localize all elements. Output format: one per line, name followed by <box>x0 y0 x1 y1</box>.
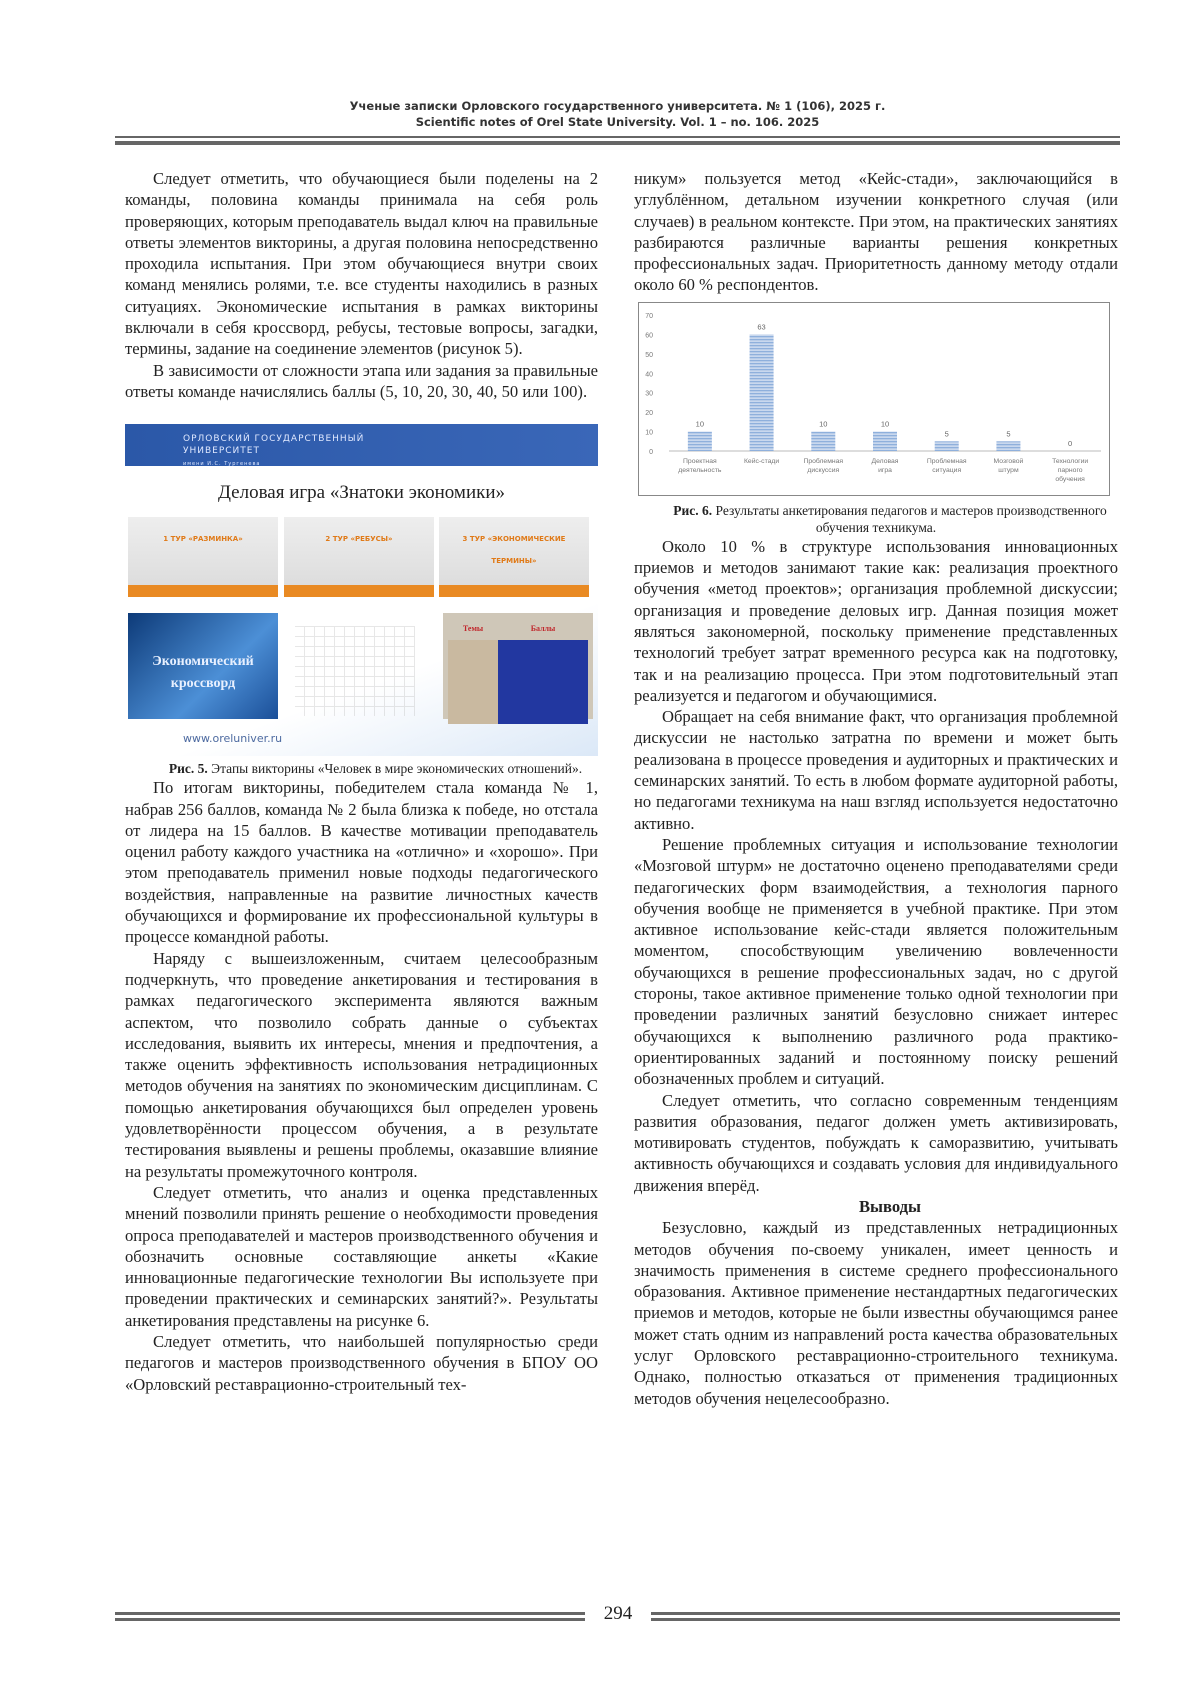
paragraph: По итогам викторины, победителем стала команда № 1, набрав 256 баллов, команда № 2 была близка к победе, но отстала от лидера на 15 баллов. В качестве мотивации преподаватель оценил работу каждого участника на «отлично» и «хорошо». При этом преподаватель применил новые подходы педагогического воздействия, направленные на развитие личностных качеств обучающихся и формирование их профессиональной культуры в процессе командной работы. <box>125 778 598 947</box>
bar <box>811 431 835 450</box>
figure-6-caption: Рис. 6. Результаты анкетирования педагогов и мастеров производственного обучения техникума. <box>673 502 1107 535</box>
table-head: Темы <box>462 624 484 634</box>
banner-text: ОРЛОВСКИЙ ГОСУДАРСТВЕННЫЙ <box>183 434 365 445</box>
section-heading: Выводы <box>858 1196 922 1216</box>
slide-title: 1 ТУР «РАЗМИНКА» <box>163 535 243 544</box>
footer-rule <box>115 1618 585 1621</box>
website-url: www.oreluniver.ru <box>183 732 283 746</box>
slide-title: 3 ТУР «ЭКОНОМИЧЕСКИЕ ТЕРМИНЫ» <box>462 535 566 565</box>
x-tick-label: обучения <box>1055 475 1085 483</box>
header-rule-thin <box>115 136 1120 138</box>
paragraph: Наряду с вышеизложенным, считаем целесообразным подчеркнуть, что проведение анкетирования и тестирования в рамках педагогического эксперимента являются важным аспектом, что позволило собрать данные о субъектах исследования, выявить их интересы, мнения и предпочтения, а также оценить эффективность использования нетрадиционных методов обучения на занятиях по экономическим дисциплинам. С помощью анкетирования обучающихся был определен уровень удовлетворённости процессом обучения, а в результате тестирования выявлены и решены проблемы, оказавшие влияние на результаты промежуточного контроля. <box>125 948 598 1181</box>
paragraph: Безусловно, каждый из представленных нетрадиционных методов обучения по-своему уникален, имеет ценность и значимость применения в системе среднего профессионального образования. Активное применение нестандартных педагогических приемов и методов, которые не были известны обучающимся ранее может стать одним из направлений роста качества образовательных услуг Орловского реставрационно-строительного техникума. Однако, полностью отказаться от применения традиционных методов обучения нецелесообразно. <box>634 1218 1118 1408</box>
x-tick-label: Проблемная <box>803 457 844 465</box>
data-label: 10 <box>695 419 705 429</box>
y-tick-label: 10 <box>645 429 653 437</box>
x-tick-label: Деловая <box>871 457 899 465</box>
x-tick-label: Проектная <box>683 457 717 465</box>
y-tick-label: 70 <box>645 312 653 320</box>
y-tick-label: 60 <box>645 332 653 340</box>
x-tick-label: Кейс-стади <box>743 457 780 465</box>
figure-6-chart <box>638 302 1110 496</box>
data-label: 10 <box>880 419 890 429</box>
data-label: 10 <box>819 419 828 429</box>
data-label: 63 <box>757 322 766 332</box>
banner-text: имени И.С. Тургенева <box>183 461 261 468</box>
bar <box>750 334 774 451</box>
bar <box>873 431 897 450</box>
footer-rule <box>115 1612 585 1615</box>
x-tick-label: ситуация <box>932 466 962 474</box>
x-tick-label: деятельность <box>678 466 722 474</box>
x-tick-label: Проблемная <box>926 457 967 465</box>
paragraph: Около 10 % в структуре использования инновационных приемов и методов занимают такие как: реализация проектного обучения «метод проектов»; организация проблемной дискуссии; организация и проведение деловых игр. Данная позиция может являться закономерной, поскольку применение представленных технологий требует затрат временного ресурса как на подготовку, так и на реализацию процесса. При этом подготовительный этап реализуется и педагогом и обучающимися. <box>634 536 1118 705</box>
x-tick-label: дискуссия <box>807 466 840 474</box>
bar-chart <box>639 303 1109 495</box>
banner-text: УНИВЕРСИТЕТ <box>183 446 260 457</box>
paragraph: Следует отметить, что наибольшей популярностью среди педагогов и мастеров производственного обучения в БПОУ ОО «Орловский реставрационно-строительный тех- <box>125 1331 598 1394</box>
slide-thumbnail <box>439 517 589 597</box>
y-tick-label: 30 <box>645 390 653 398</box>
paragraph: никум» пользуется метод «Кейс-стади», заключающийся в углублённом, детальном изучении конкретного случая (или случаев) в реальном контексте. При этом, на практических занятиях разбираются различные варианты решения конкретных профессиональных задач. Приоритетность данному методу отдали около 60 % респондентов. <box>634 169 1118 295</box>
running-header <box>115 98 1120 130</box>
footer-rule <box>651 1618 1120 1621</box>
points-table-slide <box>443 613 593 719</box>
paragraph: Решение проблемных ситуация и использование технологии «Мозговой штурм» не достаточно оценено преподавателями среди педагогических форм взаимодействия, а технология парного обучения вообще не применяется в учебной практике. При этом активное использование кейс-стади является положительным моментом, способствующим увеличению вовлеченности обучающихся в решение профессиональных задач, но с другой стороны, такое активное применение только одной технологии при проведении различных занятий безусловно снижает интерес обучающихся к выполнению различного рода практико-ориентированных заданий и постоянному поиску решений обозначенных проблем и ситуаций. <box>634 834 1118 1089</box>
bar <box>996 441 1020 451</box>
data-label: 5 <box>944 429 949 439</box>
figure-5-caption: Рис. 5. Этапы викторины «Человек в мире экономических отношений». <box>168 761 583 777</box>
slide-thumbnail <box>284 517 434 597</box>
y-tick-label: 0 <box>649 448 653 456</box>
slide-title: 2 ТУР «РЕБУСЫ» <box>325 535 393 544</box>
header-rule-thick <box>115 141 1120 145</box>
page-number: 294 <box>603 1603 633 1624</box>
paragraph: Обращает на себя внимание факт, что организация проблемной дискуссии не настолько затратна по времени и может быть реализована в процессе проведения и аудиторных и практических и семинарских занятий. То есть в любом формате аудиторной работы, но педагогами техникума на наш взгляд используется недостаточно активно. <box>634 707 1118 833</box>
right-column <box>634 168 1118 1409</box>
paragraph: Следует отметить, что обучающиеся были поделены на 2 команды, половина команды принимала на себя роль проверяющих, которым преподаватель выдал ключ на правильные ответы элементов викторины, а другая половина непосредственно проходила испытания. При этом обучающиеся внутри своих команд менялись ролями, т.е. все студенты находились в разных ситуациях. Экономические испытания в рамках викторины включали в себя кроссворд, ребусы, тестовые вопросы, загадки, термины, задание на соединение элементов (рисунок 5). <box>125 169 598 359</box>
university-banner <box>125 424 598 466</box>
data-label: 5 <box>1006 429 1011 439</box>
x-tick-label: штурм <box>998 466 1019 474</box>
x-tick-label: Мозговой <box>993 457 1024 465</box>
y-tick-label: 50 <box>645 351 653 359</box>
x-tick-label: парного <box>1057 466 1083 474</box>
y-tick-label: 40 <box>645 371 653 379</box>
slide-thumbnail <box>128 517 278 597</box>
header-line-ru: Ученые записки Орловского государственного университета. № 1 (106), 2025 г. <box>349 99 886 113</box>
figure-5-image <box>125 416 598 756</box>
paragraph: Следует отметить, что анализ и оценка представленных мнений позволили принять решение о необходимости проведения опроса преподавателей и мастеров производственного обучения и обозначить основные составляющие анкеты «Какие инновационные педагогические технологии Вы используете при проведении практических и семинарских занятий?». Результаты анкетирования представлены на рисунке 6. <box>125 1182 598 1330</box>
left-column <box>125 168 598 1395</box>
paragraph: Следует отметить, что согласно современным тенденциям развития образования, педагог должен уметь активизировать, мотивировать студентов, побуждать к саморазвитию, учитывать активность обучающихся и создавать условия для индивидуального движения вперёд. <box>634 1090 1118 1195</box>
data-label: 0 <box>1068 438 1073 448</box>
paragraph: В зависимости от сложности этапа или задания за правильные ответы команде начислялись баллы (5, 10, 20, 30, 40, 50 или 100). <box>125 360 598 401</box>
y-tick-label: 20 <box>645 409 653 417</box>
crossword-slide: Экономический кроссворд <box>128 613 278 719</box>
table-head: Баллы <box>530 624 556 634</box>
x-tick-label: игра <box>878 466 892 474</box>
bar <box>935 441 959 451</box>
footer-rule <box>651 1612 1120 1615</box>
page-footer <box>115 1603 1120 1626</box>
header-line-en: Scientific notes of Orel State University. Vol. 1 – no. 106. 2025 <box>415 115 820 129</box>
figure-title: Деловая игра «Знатоки экономики» <box>217 482 506 504</box>
x-tick-label: Технологии <box>1052 457 1089 465</box>
crossword-grid <box>295 626 415 716</box>
bar <box>688 431 712 450</box>
